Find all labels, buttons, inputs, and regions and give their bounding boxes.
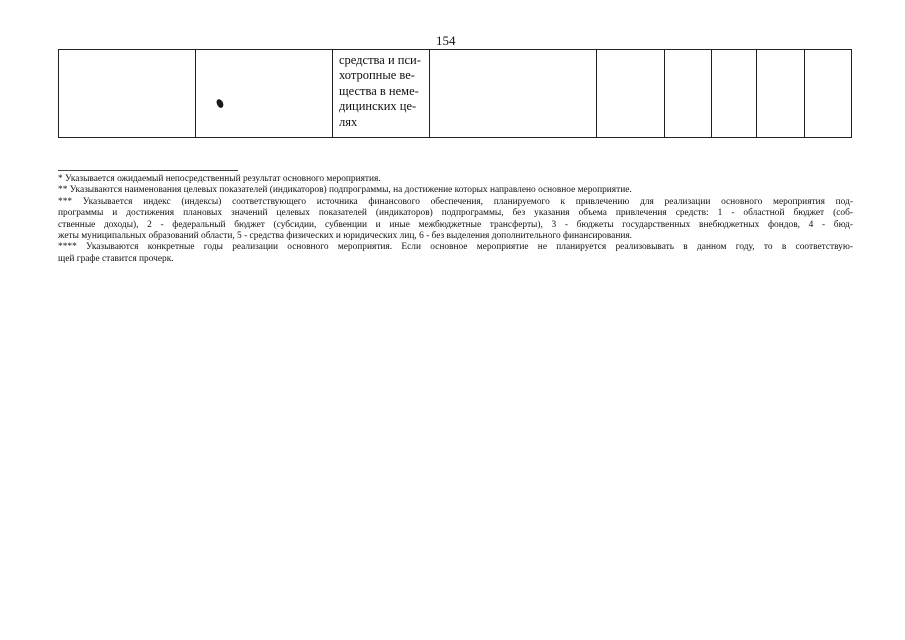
table-cell-year — [757, 50, 805, 138]
footnote-line: щей графе ставится прочерк. — [58, 253, 174, 264]
measure-text-line: щества в неме- — [339, 83, 419, 98]
table-cell-funding-source — [665, 50, 712, 138]
measure-text-line: хотропные ве- — [339, 68, 415, 83]
table-cell-number — [59, 50, 196, 138]
footnote-line: программы и достижения плановых значений целевых показателей (индикаторов) подпрограммы, без указания объема привлечения средств: 1 - областной бюджет (соб- — [58, 208, 853, 219]
footnotes — [58, 174, 853, 265]
scan-speck-mark — [216, 98, 225, 109]
table-cell-year — [712, 50, 757, 138]
table-cell-executor — [196, 50, 333, 138]
measure-text-line: дицинских це- — [339, 99, 417, 114]
table-cell-result — [430, 50, 597, 138]
table-cell-measure-name — [333, 50, 430, 138]
measures-table — [58, 49, 852, 138]
footnote-line: **** Указываются конкретные годы реализации основного мероприятия. Если основное мероприятие не планируется реализовывать в данном году, то в соответствую- — [58, 242, 853, 253]
footnote-separator — [58, 170, 238, 171]
footnote-line: жеты муниципальных образований области, 5 - средства физических и юридических лиц, 6 - без выделения дополнительного финансирования. — [58, 231, 633, 242]
measure-text-line: лях — [339, 114, 358, 129]
page-number: 154 — [436, 33, 456, 48]
table-cell-indicators — [597, 50, 665, 138]
table-cell-year — [805, 50, 852, 138]
footnote-line: * Указывается ожидаемый непосредственный результат основного мероприятия. — [58, 174, 381, 184]
measure-text-line: средства и пси- — [339, 53, 421, 67]
footnote-line: ственные доходы), 2 - федеральный бюджет (субсидии, субвенции и иные межбюджетные трансферты), 3 - бюджеты государственных внебюджетных фондов, 4 - бюд- — [58, 219, 853, 230]
footnote-line: *** Указывается индекс (индексы) соответствующего источника финансового обеспечения, планируемого к привлечению для реализации основного мероприятия под- — [58, 196, 853, 207]
footnote-line: ** Указываются наименования целевых показателей (индикаторов) подпрограммы, на достижение которых направлено основное мероприятие. — [58, 185, 632, 196]
table-row — [59, 50, 852, 138]
